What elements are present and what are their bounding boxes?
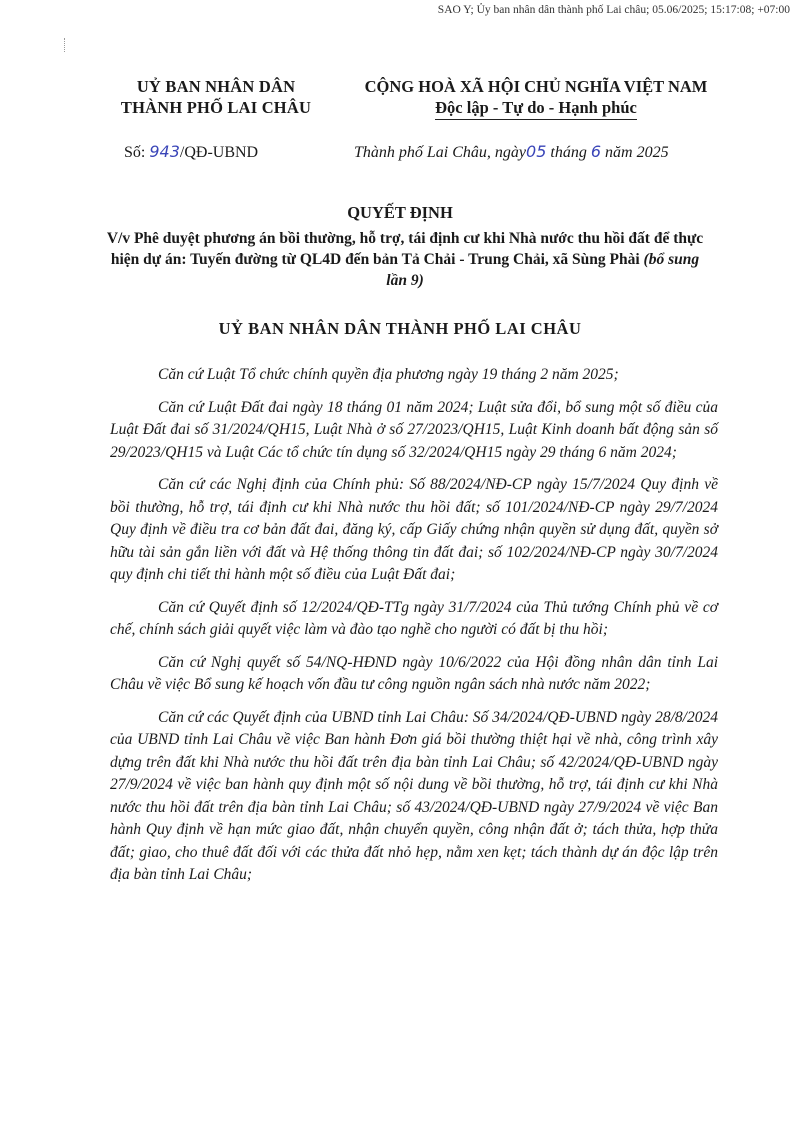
legal-basis-paragraph: Căn cứ các Quyết định của UBND tỉnh Lai Châu: Số 34/2024/QĐ-UBND ngày 28/8/2024 của UBND tỉnh Lai Châu về việc Ban hành Đơn giá bồi thường thiệt hại về nhà, công trình xây dựng trên đất khi Nhà nước thu hồi đất trên địa bàn tỉnh Lai Châu; số 42/2024/QĐ-UBND ngày 27/9/2024 về việc ban hành quy định một số nội dung về bồi thường, hỗ trợ, tái định cư khi Nhà nước thu hồi đất trên địa bàn tỉnh Lai Châu; số 43/2024/QĐ-UBND ngày 27/9/2024 về việc Ban hành Quy định về hạn mức giao đất, nhận chuyển quyền, công nhận đất ở; tách thửa, hợp thửa đất; giao, cho thuê đất đối với các thửa đất nhỏ hẹp, nằm xen kẹt; tách thành dự án độc lập trên địa bàn tỉnh Lai Châu; (110, 708, 718, 883)
legal-basis (110, 364, 718, 897)
issuing-authority-title: UỶ BAN NHÂN DÂN THÀNH PHỐ LAI CHÂU (218, 319, 582, 338)
date-month-word: tháng (546, 144, 591, 161)
scan-mark (64, 38, 73, 52)
date-year: năm 2025 (601, 144, 669, 161)
date-place: Thành phố Lai Châu, ngày (354, 144, 527, 161)
docno-suffix: /QĐ-UBND (179, 144, 259, 161)
document-header (0, 76, 800, 166)
agency-line-1: UỶ BAN NHÂN DÂN (136, 77, 296, 96)
national-heading (338, 76, 734, 120)
issue-date (354, 142, 669, 162)
legal-basis-paragraph: Căn cứ Luật Tổ chức chính quyền địa phương ngày 19 tháng 2 năm 2025; (158, 366, 619, 383)
digital-signature-stamp: SAO Y; Ủy ban nhân dân thành phố Lai châu; 05.06/2025; 15:17:08; +07:00 (437, 4, 790, 16)
nation-name: CỘNG HOÀ XÃ HỘI CHỦ NGHĨA VIỆT NAM (364, 77, 708, 96)
document-title: QUYẾT ĐỊNH (347, 203, 453, 222)
legal-basis-paragraph: Căn cứ Quyết định số 12/2024/QĐ-TTg ngày 31/7/2024 của Thủ tướng Chính phủ về cơ chế, chính sách giải quyết việc làm và đào tạo nghề cho người có đất bị thu hồi; (110, 598, 718, 638)
national-motto: Độc lập - Tự do - Hạnh phúc (435, 97, 637, 120)
date-day: 05 (526, 142, 547, 161)
agency-line-2: THÀNH PHỐ LAI CHÂU (120, 98, 312, 117)
legal-basis-paragraph: Căn cứ Luật Đất đai ngày 18 tháng 01 năm 2024; Luật sửa đổi, bổ sung một số điều của Luật Đất đai số 31/2024/QH15, Luật Nhà ở số 27/2023/QH15, Luật Kinh doanh bất động sản số 29/2023/QH15 và Luật Các tổ chức tín dụng số 32/2024/QH15 ngày 29 tháng 6 năm 2024; (110, 398, 718, 461)
date-month: 6 (590, 142, 602, 161)
legal-basis-paragraph: Căn cứ Nghị quyết số 54/NQ-HĐND ngày 10/6/2022 của Hội đồng nhân dân tỉnh Lai Châu về việc Bổ sung kế hoạch vốn đầu tư công nguồn ngân sách nhà nước năm 2022; (110, 653, 718, 693)
docno-handwritten: 943 (149, 142, 180, 161)
issuing-agency (96, 76, 336, 118)
document-subject (100, 228, 710, 291)
docno-prefix: Số: (124, 144, 150, 161)
legal-basis-paragraph: Căn cứ các Nghị định của Chính phủ: Số 88/2024/NĐ-CP ngày 15/7/2024 Quy định về bồi thường, hỗ trợ, tái định cư khi Nhà nước thu hồi đất; số 101/2024/NĐ-CP ngày 29/7/2024 Quy định về điều tra cơ bản đất đai, đăng ký, cấp Giấy chứng nhận quyền sử dụng đất, quyền sở hữu tài sản gắn liền với đất và Hệ thống thông tin đất đai; số 102/2024/NĐ-CP ngày 30/7/2024 quy định chi tiết thi hành một số điều của Luật Đất đai; (110, 476, 718, 583)
subject-text: V/v Phê duyệt phương án bồi thường, hỗ trợ, tái định cư khi Nhà nước thu hồi đất để thực hiện dự án: Tuyến đường từ QL4D đến bản Tả Chải - Trung Chải, xã Sùng Phài (106, 230, 704, 268)
subject-supplement: (bổ sung lần 9) (386, 251, 700, 289)
document-number (124, 142, 258, 162)
